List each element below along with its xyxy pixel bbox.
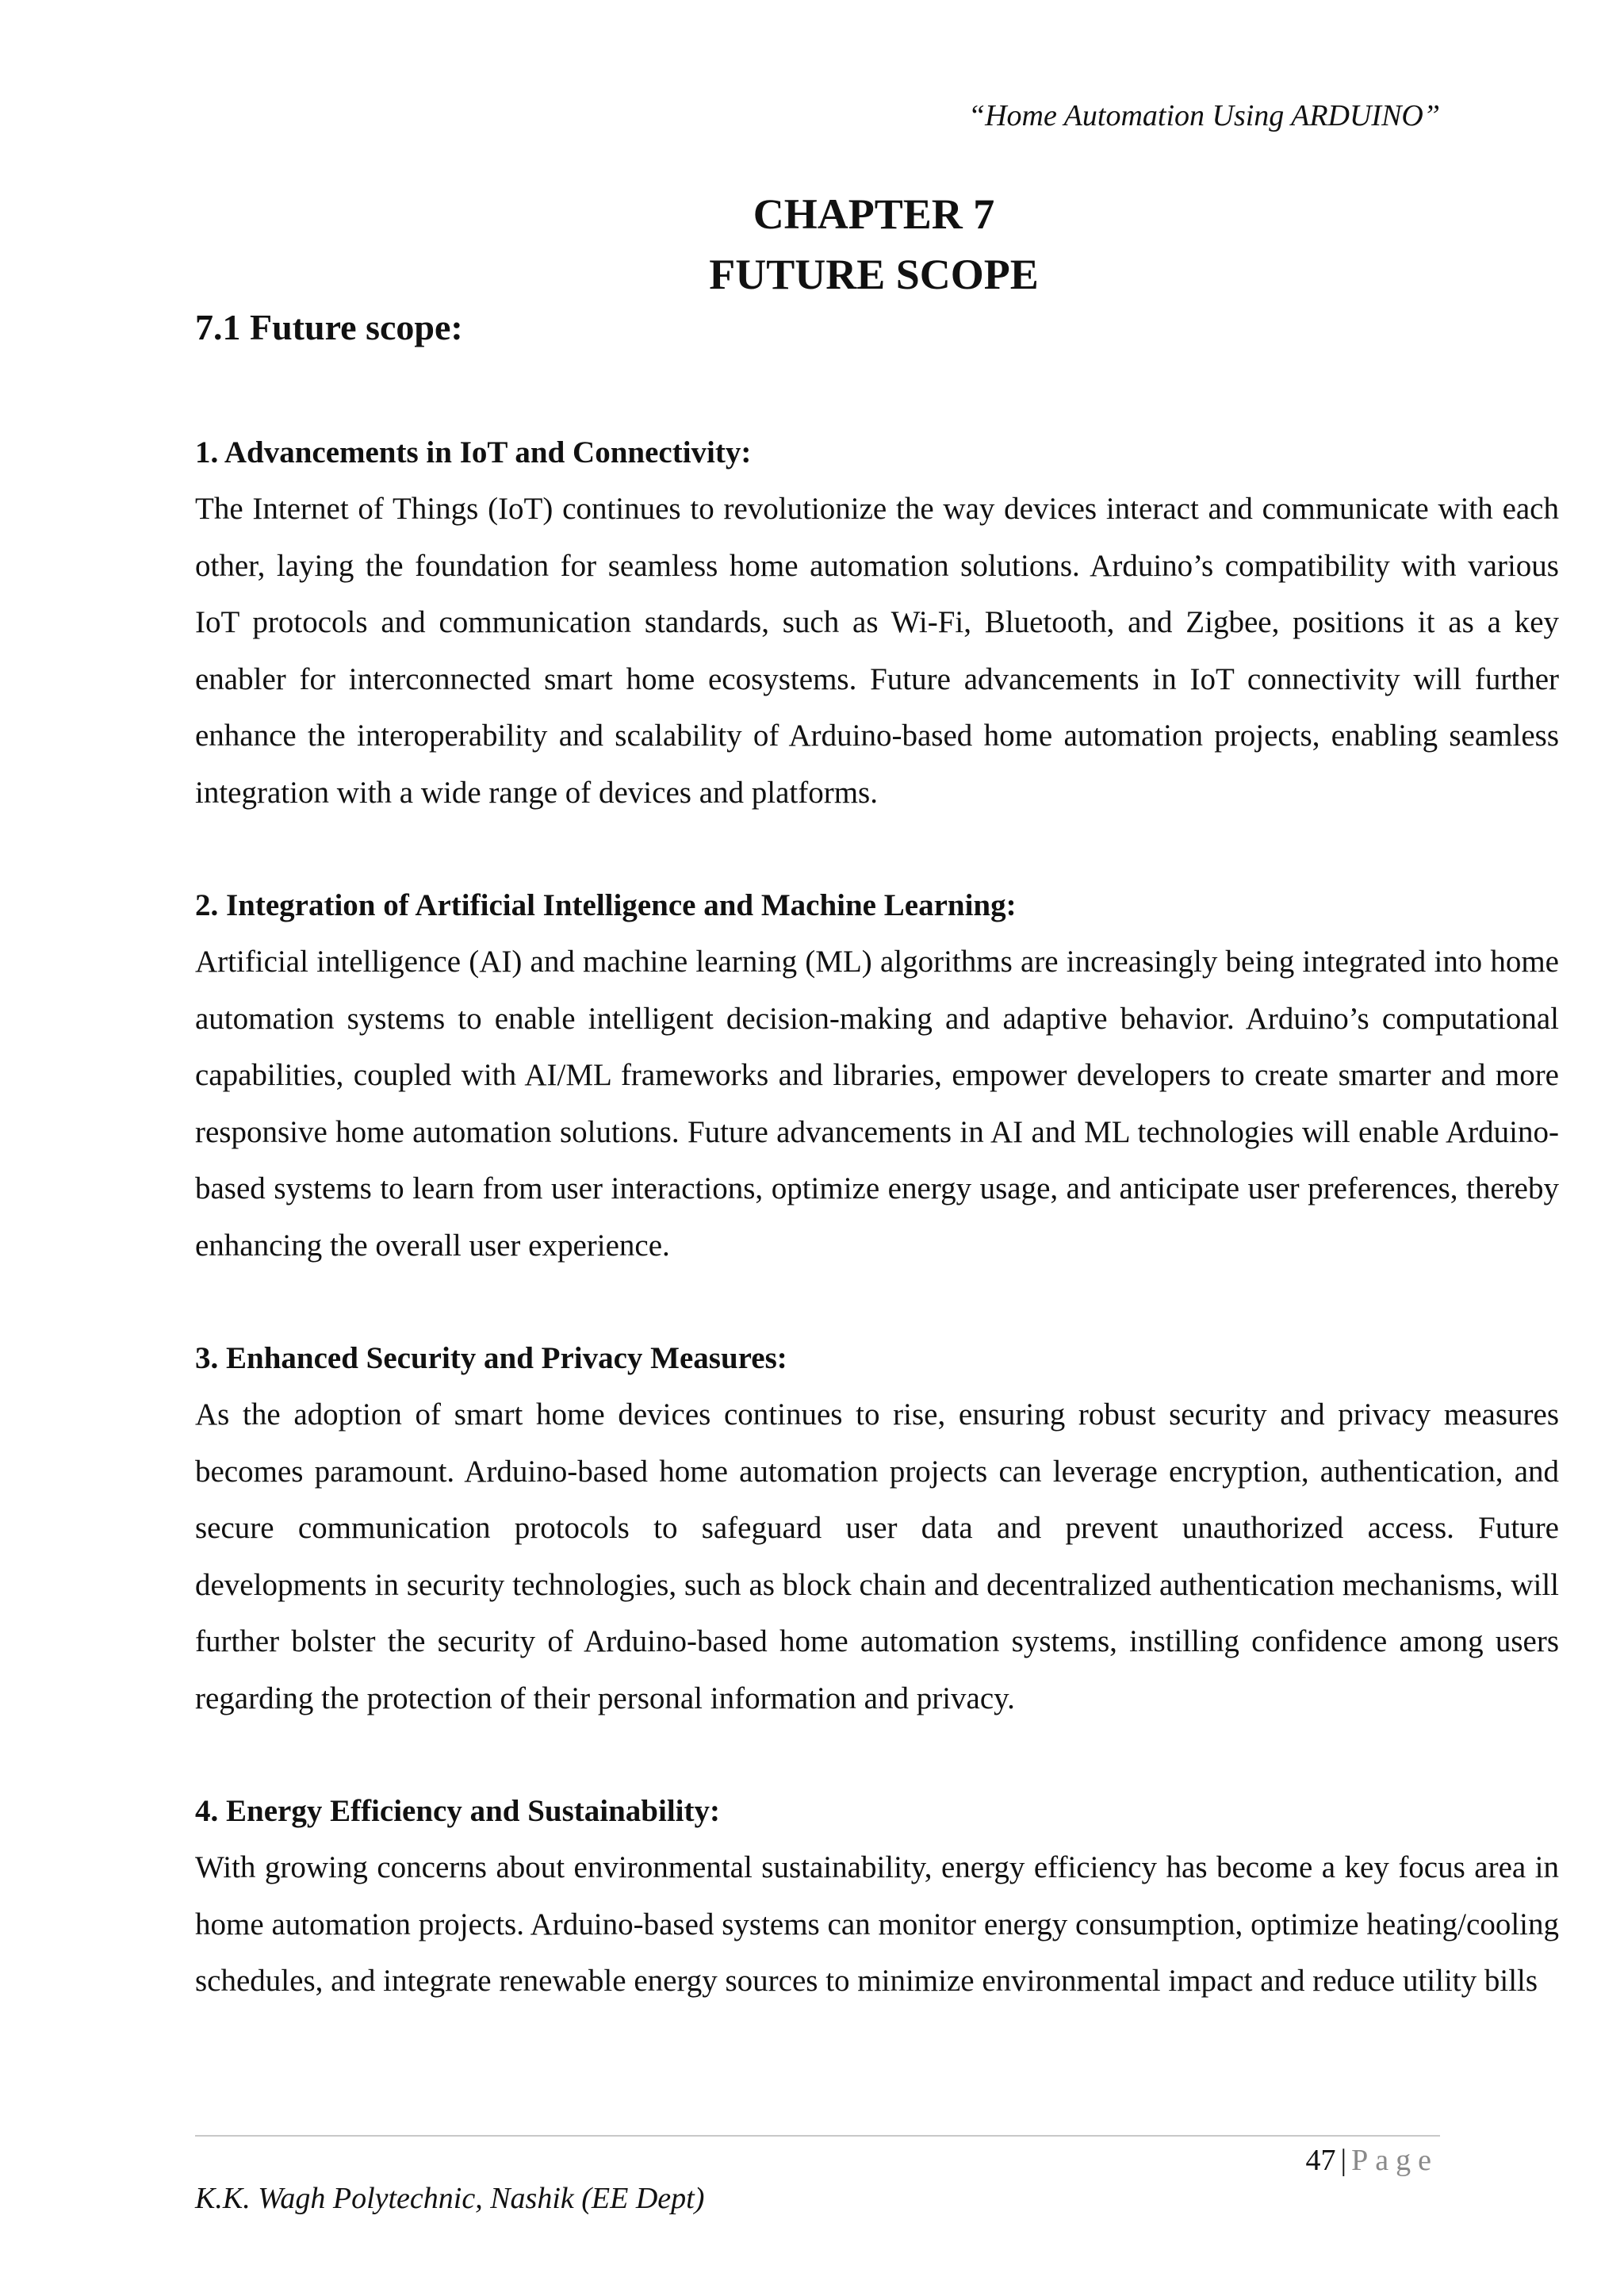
scope-item xyxy=(195,1330,1559,1727)
scope-item-paragraph: With growing concerns about environmental sustainability, energy efficiency has become a key focus area in home automation projects. Arduino-based systems can monitor energy consumption, optimize heating/cooling schedules, and integrate renewable energy sources to minimize environmental impact and reduce utility bills xyxy=(195,1850,1559,1998)
page-number-value: 47 xyxy=(1305,2144,1336,2177)
section-heading: 7.1 Future scope: xyxy=(195,307,463,347)
chapter-heading xyxy=(587,184,1161,305)
scope-item-heading: 4. Energy Efficiency and Sustainability: xyxy=(195,1794,720,1828)
document-body xyxy=(195,424,1559,2066)
chapter-title: FUTURE SCOPE xyxy=(709,251,1039,298)
scope-item-heading: 2. Integration of Artificial Intelligence and Machine Learning: xyxy=(195,888,1017,922)
footer-divider xyxy=(195,2135,1440,2137)
scope-item xyxy=(195,877,1559,1274)
running-header: “Home Automation Using ARDUINO” xyxy=(967,99,1440,132)
scope-item-paragraph: As the adoption of smart home devices continues to rise, ensuring robust security and privacy measures becomes paramount. Arduino-based home automation projects can leverage encryption, authentication, and secure communication protocols to safeguard user data and prevent unauthorized access. Future developments in security technologies, such as block chain and decentralized authentication mechanisms, will further bolster the security of Arduino-based home automation systems, instilling confidence among users regarding the protection of their personal information and privacy. xyxy=(195,1397,1559,1715)
chapter-number: CHAPTER 7 xyxy=(753,190,995,238)
page-number xyxy=(1306,2143,1438,2178)
scope-item-paragraph: Artificial intelligence (AI) and machine learning (ML) algorithms are increasingly being integrated into home automation systems to enable intelligent decision-making and adaptive behavior. Arduino’s computational capabilities, coupled with AI/ML frameworks and libraries, empower developers to create smarter and more responsive home automation solutions. Future advancements in AI and ML technologies will enable Arduino-based systems to learn from user interactions, optimize energy usage, and anticipate user preferences, thereby enhancing the overall user experience. xyxy=(195,945,1559,1263)
scope-item xyxy=(195,424,1559,821)
scope-item xyxy=(195,1783,1559,2010)
page-word: Page xyxy=(1351,2144,1438,2177)
page-number-separator: | xyxy=(1340,2144,1347,2177)
scope-item-heading: 1. Advancements in IoT and Connectivity: xyxy=(195,435,752,470)
scope-item-paragraph: The Internet of Things (IoT) continues to revolutionize the way devices interact and communicate with each other, laying the foundation for seamless home automation solutions. Arduino’s compatibility with various IoT protocols and communication standards, such as Wi-Fi, Bluetooth, and Zigbee, positions it as a key enabler for interconnected smart home ecosystems. Future advancements in IoT connectivity will further enhance the interoperability and scalability of Arduino-based home automation projects, enabling seamless integration with a wide range of devices and platforms. xyxy=(195,492,1559,810)
scope-item-heading: 3. Enhanced Security and Privacy Measures: xyxy=(195,1341,787,1375)
footer-institution: K.K. Wagh Polytechnic, Nashik (EE Dept) xyxy=(195,2182,705,2215)
